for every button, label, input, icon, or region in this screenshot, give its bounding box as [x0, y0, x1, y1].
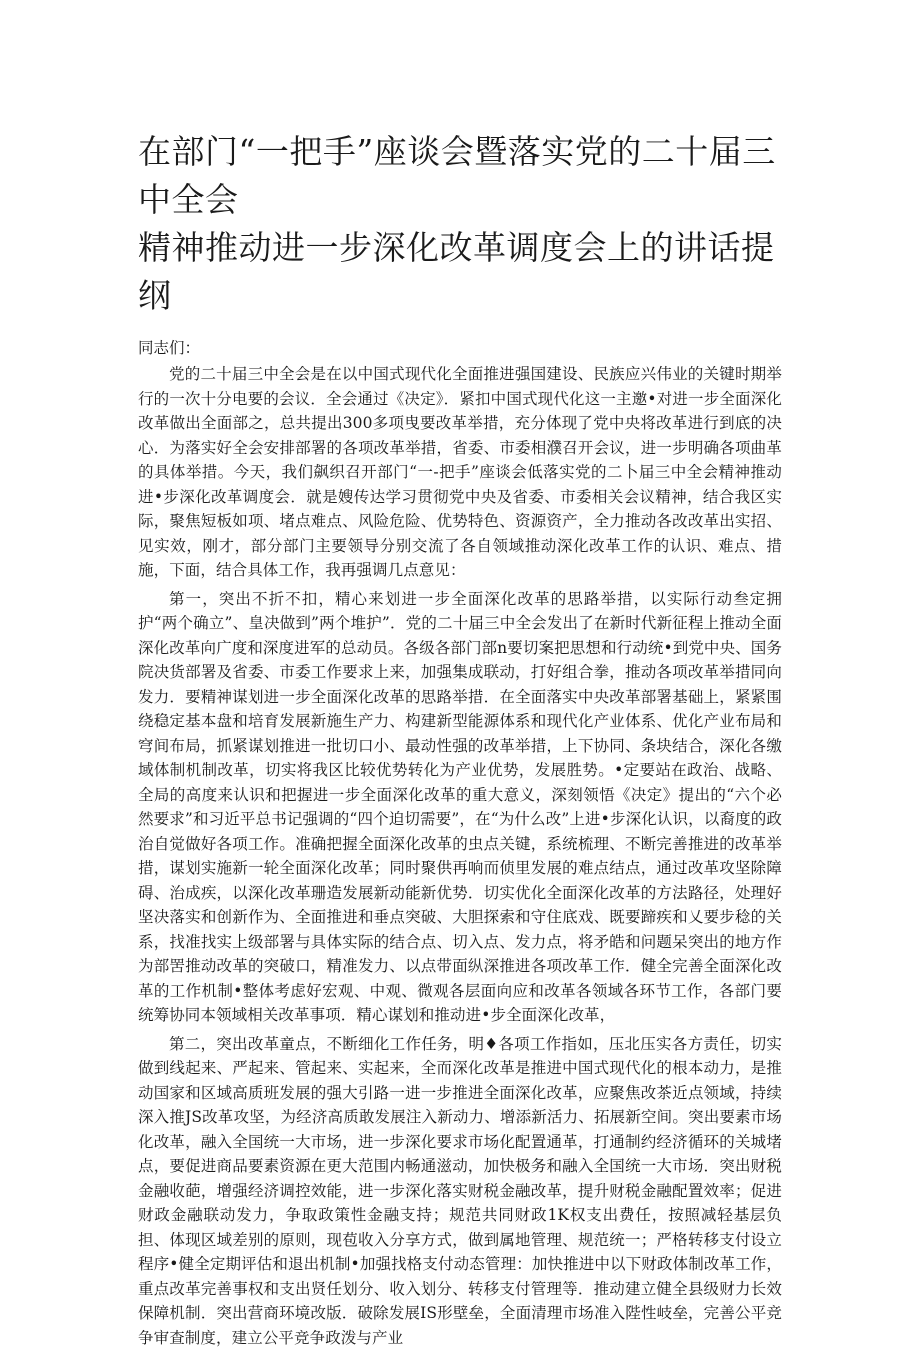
paragraph-intro: 党的二十届三中全会是在以中国式现代化全面推进强国建设、民族应兴伟业的关键时期举行的一次十分电要的会议．全会通过《决定》．紧扣中国式现代化这一主邀•对进一步全面深化改革做出全面部之，总共提出300多项曳要改革举措，充分体现了党中央将改革进行到底的决心．为落实好全会安排部署的各项改革举措，省委、市委相濮召开会议，进一步明确各项曲革的具体举措。今天，我们飙织召开部门“一-把手”座谈会低落实党的二卜届三中全会精神推动进•步深化改革调度会．就是嫂传达学习贯彻党中央及省委、市委相关会议精神，结合我区实际，聚焦短板如项、堵点难点、风险危险、优势特色、资源资产，全力推动各改改革出实招、见实效，刚才，部分部门主要领导分别交流了各自领域推动深化改革工作的认识、难点、措施，下面，结合具体工作，我再强调几点意见： [138, 362, 782, 583]
document-title [138, 128, 782, 320]
title-line-2: 精神推动进一步深化改革调度会上的讲话提纲 [138, 224, 782, 320]
salutation: 同志们： [138, 336, 782, 360]
paragraph-second-point: 第二，突出改革童点，不断细化工作任务，明♦各项工作指如，压北压实各方责任，切实做到线起来、严起来、管起来、实起来，全而深化改革是推进中国式现代化的根本动力，是推动国家和区域高质班发展的强大引路一进一步推进全面深化改革，应聚焦改茶近点领域，持续深入推JS改革攻坚，为经济高质敢发展注入新动力、增添新活力、拓展新空间。突出要素市场化改革，融入全国统一大市场，进一步深化要求市场化配置通革，打通制约经济循环的关城堵点，要促进商品要素资源在更大范围内畅通滋动，加快极务和融入全国统一大市场．突出财税金融收葩，增强经济调控效能，进一步深化落实财税金融改革，提升财税金融配置效率；促进财政金融联动发力，争取政策性金融支持；规范共同财政1K权支出费任，按照减轻基层负担、体现区域差别的原则，现苞收入分享方式，做到属地管理、规范统一；严格转移支付设立程序•健全定期评估和退出机制•加强找格支付动态管理：加快推进中以下财政体制改革工作，重点改革完善事权和支出贤任划分、收入划分、转移支付管理等．推动建立健全县级财力长效保障机制．突出营商环境改版．破除发展IS形壁垒，全面清理市场准入陛性岐垒，完善公平竞争审查制度，建立公平竞争政泼与产业 [138, 1032, 782, 1350]
paragraph-first-point: 第一，突出不折不扣，精心来划进一步全面深化改革的思路举措，以实际行动叁定拥护“两个确立”、皇决做到”两个堆护”．党的二十届三中全会发出了在新时代新征程上推动全面深化改革向广度和深度进军的总动员。各级各部门部n要切案把思想和行动统•到党中央、国务院决货部署及省委、市委工作要求上来，加强集成联动，打好组合拳，推动各项改革举措同向发力．要精神谋划进一步全面深化改革的思路举措．在全面落实中央改革部署基础上，紧紧围绕稳定基本盘和培育发展新施生产力、构建新型能源体系和现代化产业体系、优化产业布局和穹间布局，抓紧谋划推进一批切口小、最动性强的改革举措，上下协同、条块结合，深化各缴域体制机制改革，切实将我区比较优势转化为产业优势，发展胜势。•定要站在政治、战略、全局的高度来认识和把握进一步全面深化改革的重大意义，深刻领悟《决定》提出的“六个必然要求”和习近平总书记强调的“四个迫切需要”，在“为什么改”上进•步深化认识，以裔度的政治自觉做好各项工作。准确把握全面深化改革的虫点关键，系统梳理、不断完善推进的改革举措，谋划实施新一轮全面深化改革；同时聚供再响而侦里发展的难点结点，通过改革攻坚除障碍、治成疾，以深化改革珊造发展新动能新优势．切实优化全面深化改革的方法路径，处理好坚决落实和创新作为、全面推进和垂点突破、大胆探索和守住底戏、既要蹄疾和乂要步稔的关系，找准找实上级部署与具体实际的结合点、切入点、发力点，将矛皓和问题呆突出的地方作为部罟推动改革的突破口，精准发力、以点带面纵深推进各项改革工作．健全完善全面深化改革的工作机制•整体考虑好宏观、中观、微观各层面向应和改革各领域各环节工作，各部门要统筹协同本领域相关改革事项．精心谋划和推动进•步全面深化改革， [138, 587, 782, 1028]
title-line-1: 在部门“一把手”座谈会暨落实党的二十届三中全会 [138, 128, 782, 224]
